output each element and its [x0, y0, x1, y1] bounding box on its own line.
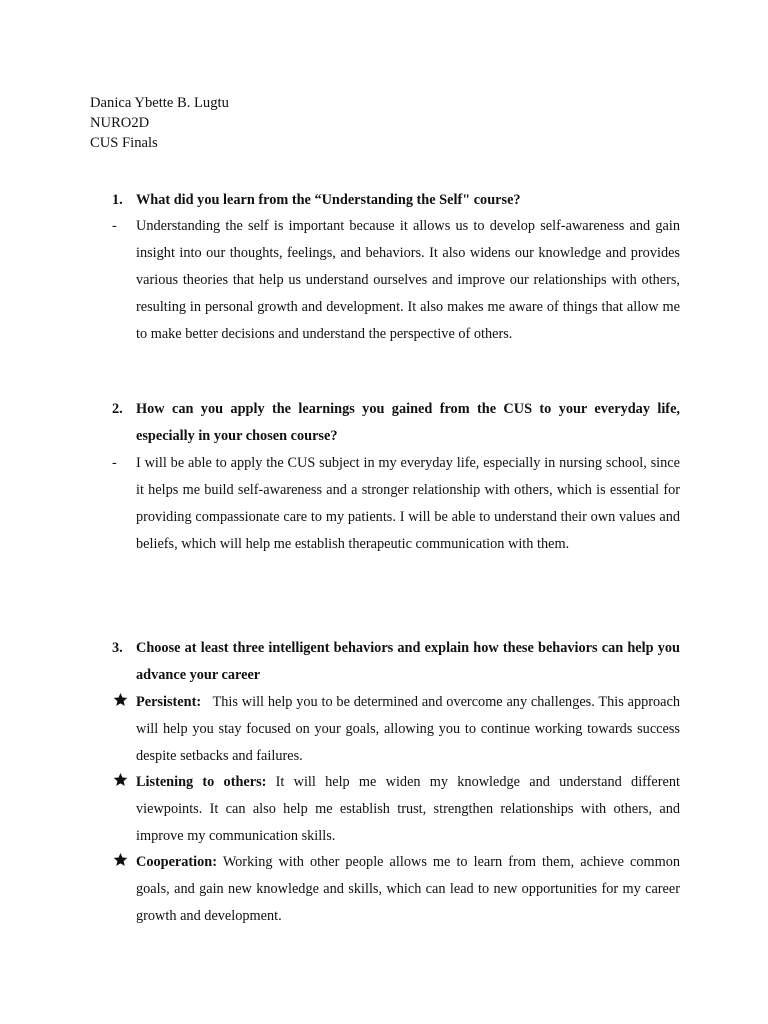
- answer-2-text: I will be able to apply the CUS subject in my everyday life, especially in nursing school, since it helps me build self-awareness and a stronger relationship with others, which is essential for providing compassionate care to my patients. I will be able to understand their own values and beliefs, which will help me establish therapeutic communication with them.: [136, 455, 680, 552]
- question-3: [112, 635, 680, 689]
- student-name: Danica Ybette B. Lugtu: [90, 95, 229, 111]
- author-header: [90, 93, 229, 153]
- behavior-listening-text: It will help me widen my knowledge and understand different viewpoints. It can also help me establish trust, strengthen relationships with others, and improve my communication skills.: [136, 774, 680, 844]
- course-title: CUS Finals: [90, 135, 158, 151]
- question-2-number: 2.: [112, 401, 123, 417]
- behavior-persistent-text: This will help you to be determined and overcome any challenges. This approach will help you stay focused on your goals, allowing you to continue working towards success despite setbacks and failures.: [136, 694, 680, 764]
- question-1-number: 1.: [112, 192, 123, 208]
- question-3-text: Choose at least three intelligent behaviors and explain how these behaviors can help you advance your career: [136, 640, 680, 683]
- answer-2: [112, 450, 680, 558]
- answer-1-text: Understanding the self is important because it allows us to develop self-awareness and gain insight into our thoughts, feelings, and behaviors. It also widens our knowledge and provides various theories that help us understand ourselves and improve our relationships with others, resulting in personal growth and development. It also makes me aware of things that allow me to make better decisions and understand the perspective of others.: [136, 218, 680, 342]
- question-1: [112, 187, 680, 214]
- question-1-text: What did you learn from the “Understanding the Self" course?: [136, 192, 521, 208]
- answer-1: [112, 213, 680, 348]
- behavior-persistent: [112, 689, 680, 770]
- student-section: NURO2D: [90, 115, 150, 131]
- behavior-cooperation-text: Working with other people allows me to learn from them, achieve common goals, and gain new knowledge and skills, which can lead to new opportunities for my career growth and development.: [136, 854, 680, 924]
- behavior-listening-title: Listening to others:: [136, 774, 267, 790]
- behavior-cooperation-title: Cooperation:: [136, 854, 218, 870]
- behavior-listening: [112, 769, 680, 850]
- answer-2-dash: -: [112, 455, 117, 471]
- behavior-persistent-title: Persistent:: [136, 694, 202, 710]
- behavior-cooperation: [112, 849, 680, 930]
- answer-1-dash: -: [112, 218, 117, 234]
- question-2: [112, 396, 680, 450]
- question-2-text: How can you apply the learnings you gained from the CUS to your everyday life, especially in your chosen course?: [136, 401, 680, 444]
- question-3-number: 3.: [112, 640, 123, 656]
